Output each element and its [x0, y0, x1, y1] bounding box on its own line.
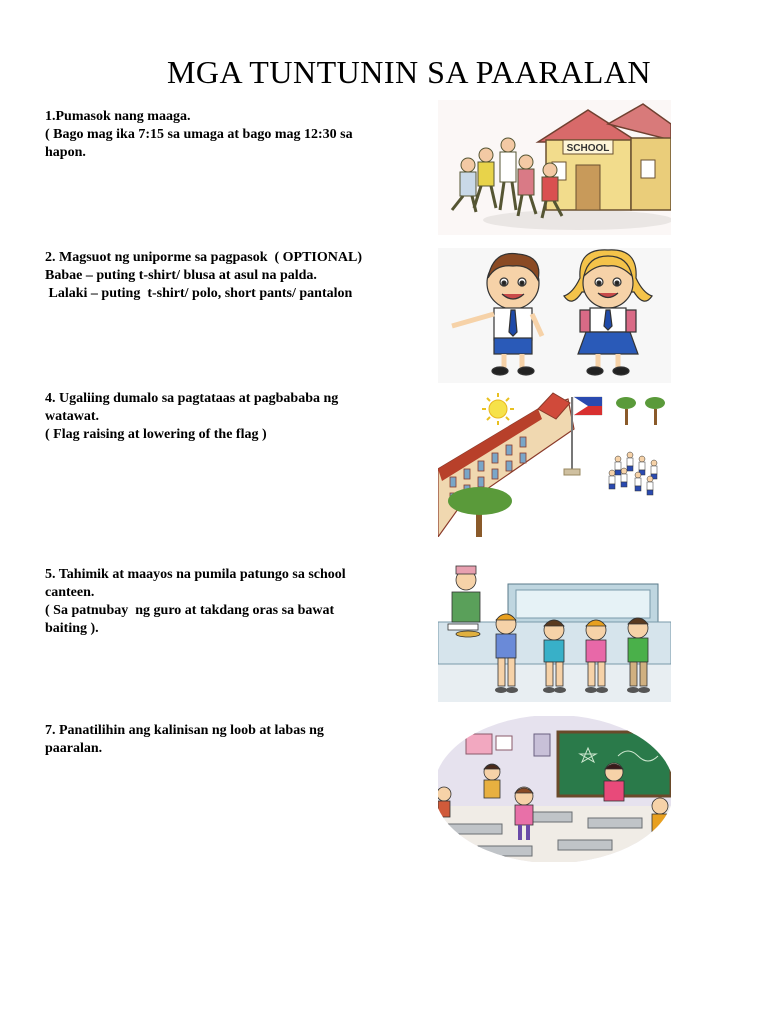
rule-5-line-4: baiting ).	[45, 621, 99, 636]
rule-7-line-2: paaralan.	[45, 741, 103, 756]
rule-5-line-3: ( Sa patnubay ng guro at takdang oras sa bawat	[45, 603, 335, 618]
rule-1-line-3: hapon.	[45, 145, 86, 160]
rule-1-line-2: ( Bago mag ika 7:15 sa umaga at bago mag 12:30 sa	[45, 127, 353, 142]
rule-2-line-1: 2. Magsuot ng uniporme sa pagpasok ( OPTIONAL)	[45, 250, 362, 265]
rule-4-line-2: watawat.	[45, 409, 100, 424]
page-title: MGA TUNTUNIN SA PAARALAN	[166, 54, 652, 90]
rule-1-text	[45, 108, 425, 162]
rule-5-text	[45, 566, 425, 638]
rule-2-text	[45, 249, 425, 303]
rule-7-text	[45, 722, 425, 758]
rule-4-text	[45, 390, 425, 444]
rule-4-line-1: 4. Ugaliing dumalo sa pagtataas at pagbababa ng	[45, 391, 339, 406]
rule-5-line-1: 5. Tahimik at maayos na pumila patungo sa school	[45, 567, 346, 582]
rule-5-line-2: canteen.	[45, 585, 95, 600]
rule-7-line-1: 7. Panatilihin ang kalinisan ng loob at labas ng	[45, 723, 324, 738]
rule-2-line-3: Lalaki – puting t-shirt/ polo, short pants/ pantalon	[45, 286, 353, 301]
illustration-classroom	[438, 716, 671, 862]
illustration-walking-to-school	[438, 100, 671, 235]
illustration-uniform	[438, 248, 671, 383]
rule-2-line-2: Babae – puting t-shirt/ blusa at asul na palda.	[45, 268, 317, 283]
rule-1-line-1: 1.Pumasok nang maaga.	[45, 109, 191, 124]
illustration-canteen	[438, 562, 671, 702]
rule-4-line-3: ( Flag raising at lowering of the flag )	[45, 427, 267, 442]
illustration-flag-ceremony	[438, 389, 671, 537]
school-sign-text: SCHOOL	[566, 143, 610, 154]
